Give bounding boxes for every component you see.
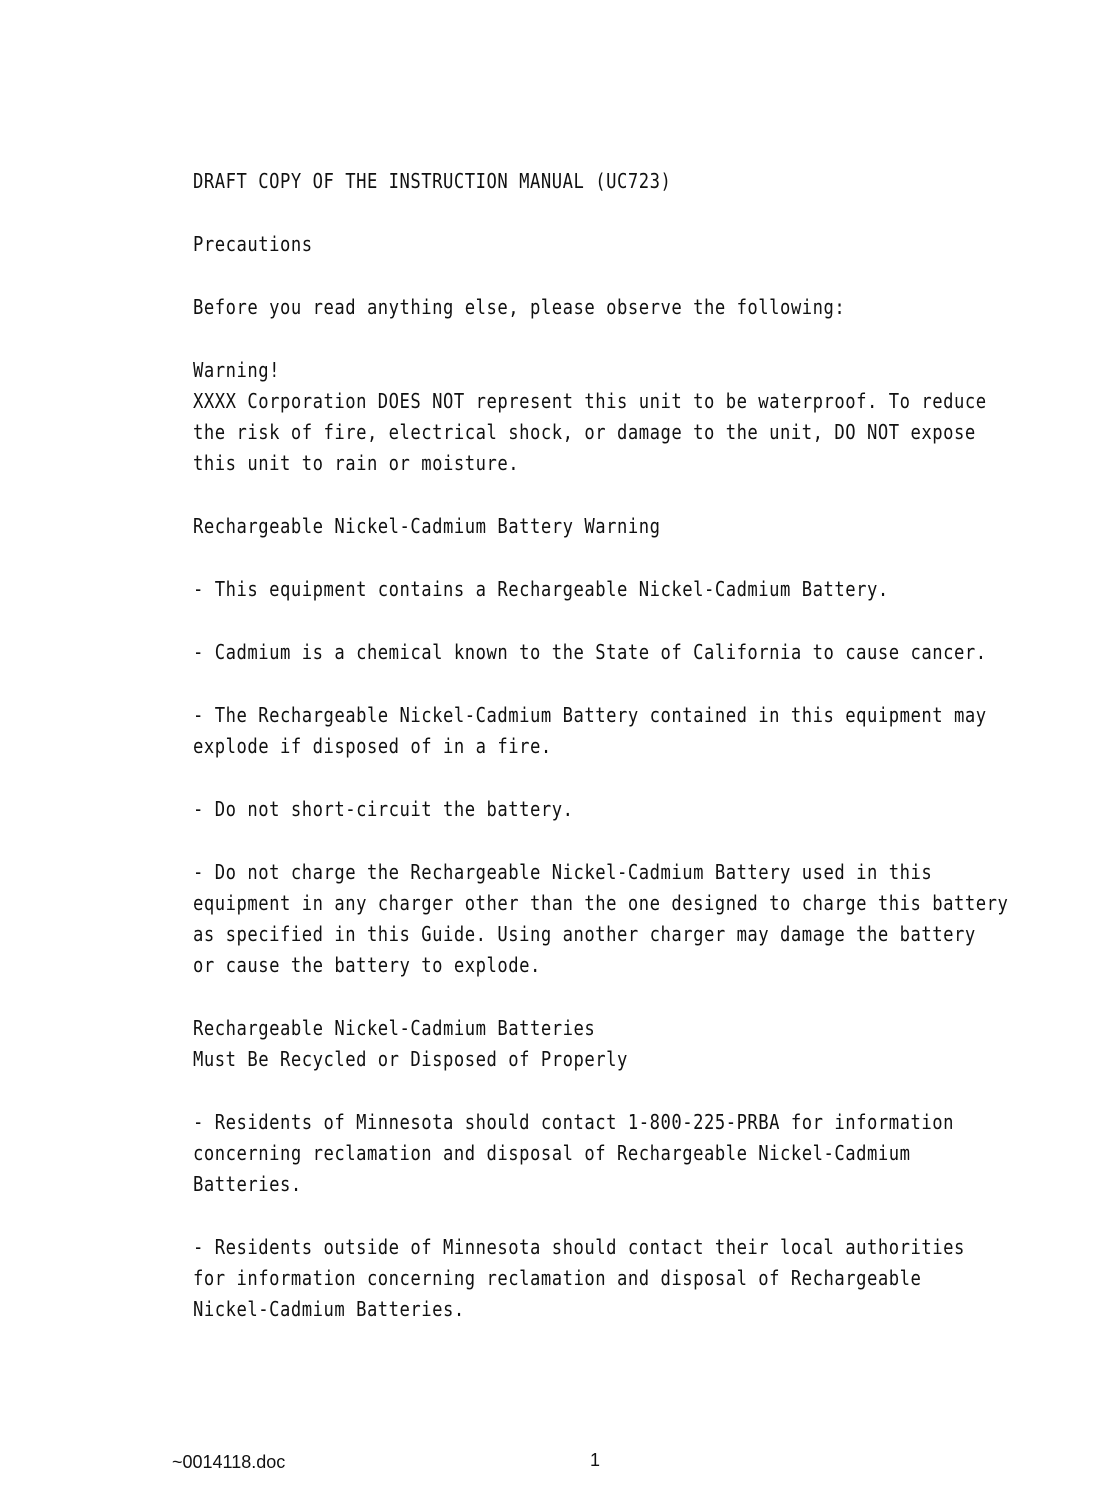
battery-warning-item-cont: explode if disposed of in a fire. bbox=[193, 734, 552, 758]
recycling-item-cont: Nickel-Cadmium Batteries. bbox=[193, 1297, 465, 1321]
battery-warning-item: - This equipment contains a Rechargeable Nickel-Cadmium Battery. bbox=[193, 577, 889, 601]
recycling-heading: Must Be Recycled or Disposed of Properly bbox=[193, 1047, 628, 1071]
warning-label: Warning! bbox=[193, 358, 280, 382]
warning-line: this unit to rain or moisture. bbox=[193, 451, 520, 475]
battery-warning-item: - The Rechargeable Nickel-Cadmium Battery contained in this equipment may bbox=[193, 703, 987, 727]
recycling-item-cont: Batteries. bbox=[193, 1172, 302, 1196]
footer-filename: ~0014118.doc bbox=[172, 1452, 286, 1472]
battery-warning-item: - Cadmium is a chemical known to the State of California to cause cancer. bbox=[193, 640, 987, 664]
warning-line: the risk of fire, electrical shock, or damage to the unit, DO NOT expose bbox=[193, 420, 976, 444]
battery-warning-item: - Do not short-circuit the battery. bbox=[193, 797, 574, 821]
battery-warning-heading: Rechargeable Nickel-Cadmium Battery Warning bbox=[193, 514, 661, 538]
recycling-heading: Rechargeable Nickel-Cadmium Batteries bbox=[193, 1016, 596, 1040]
warning-line: XXXX Corporation DOES NOT represent this unit to be waterproof. To reduce bbox=[193, 389, 987, 413]
precautions-heading: Precautions bbox=[193, 232, 313, 256]
recycling-item-cont: for information concerning reclamation and disposal of Rechargeable bbox=[193, 1266, 922, 1290]
recycling-item: - Residents of Minnesota should contact 1-800-225-PRBA for information bbox=[193, 1110, 954, 1134]
battery-warning-item: - Do not charge the Rechargeable Nickel-Cadmium Battery used in this bbox=[193, 860, 933, 884]
recycling-item: - Residents outside of Minnesota should contact their local authorities bbox=[193, 1235, 965, 1259]
document-title: DRAFT COPY OF THE INSTRUCTION MANUAL (UC723) bbox=[193, 169, 672, 193]
document-body bbox=[193, 166, 1028, 1325]
intro-text: Before you read anything else, please observe the following: bbox=[193, 295, 846, 319]
battery-warning-item-cont: or cause the battery to explode. bbox=[193, 953, 541, 977]
recycling-item-cont: concerning reclamation and disposal of Rechargeable Nickel-Cadmium bbox=[193, 1141, 911, 1165]
battery-warning-item-cont: equipment in any charger other than the one designed to charge this battery bbox=[193, 891, 1009, 915]
battery-warning-item-cont: as specified in this Guide. Using another charger may damage the battery bbox=[193, 922, 976, 946]
footer-page-number: 1 bbox=[590, 1450, 601, 1470]
